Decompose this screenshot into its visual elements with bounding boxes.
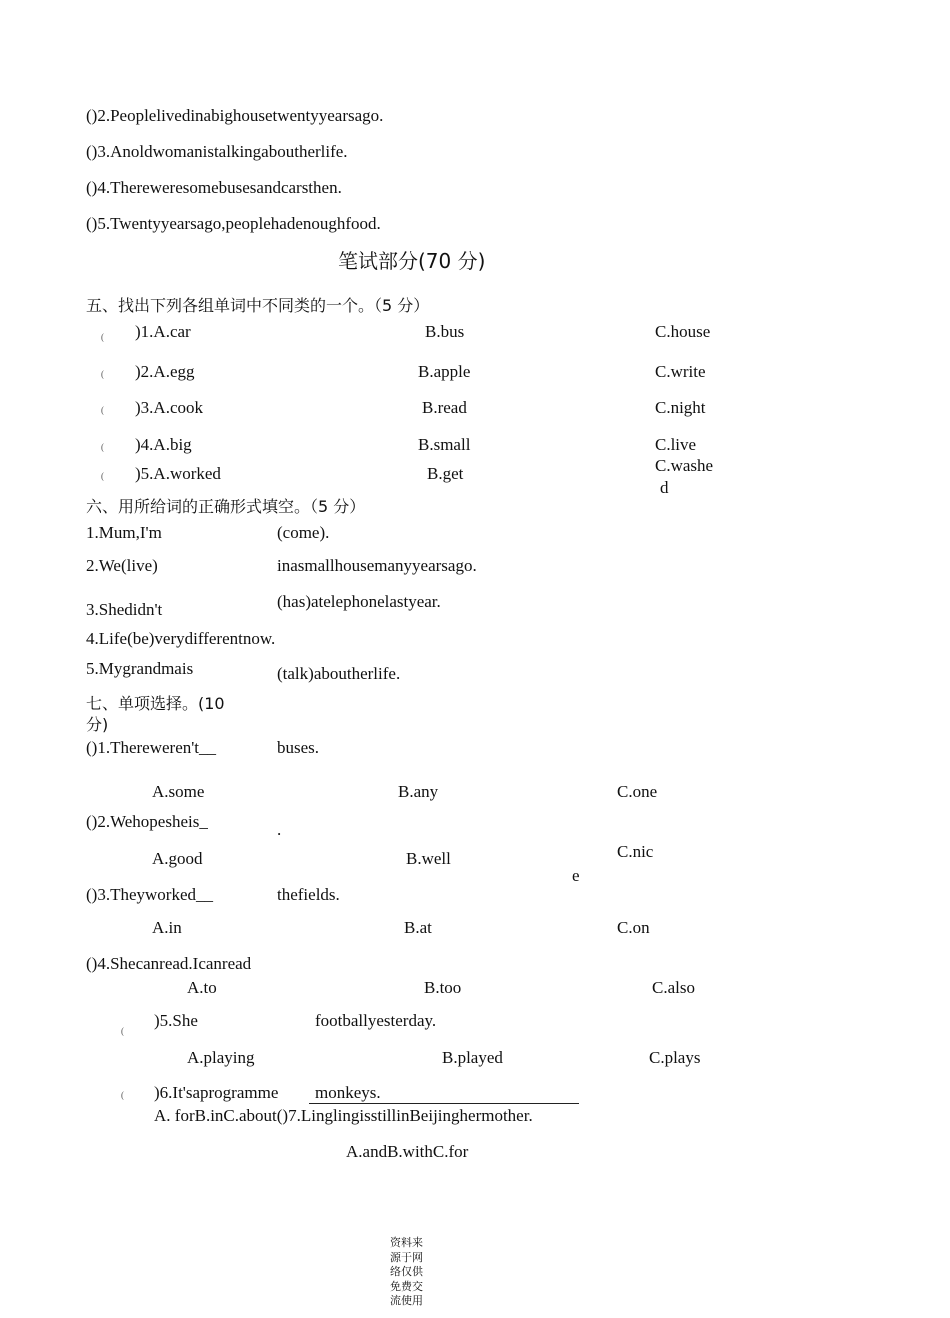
section7-heading: 七、单项选择。(10: [86, 694, 225, 713]
option-a: )4.A.big: [135, 435, 192, 454]
question-6-paren: (: [121, 1090, 124, 1100]
question-3-tail: thefields.: [277, 885, 340, 904]
option-c: C.live: [655, 435, 697, 454]
question-3-option-c: C.on: [617, 918, 650, 937]
question-5-option-c: C.plays: [649, 1048, 701, 1067]
option-a: )3.A.cook: [135, 398, 203, 417]
section7-heading-overflow: 分): [86, 715, 109, 734]
answer-paren: (: [101, 405, 104, 415]
question-5-paren: (: [121, 1026, 124, 1036]
option-c: C.house: [655, 322, 711, 341]
question-4-stem: ()4.Shecanread.Icanread: [86, 954, 252, 973]
fill-item-3-left: 3.Shedidn't: [86, 600, 163, 619]
fill-item-3-right: (has)atelephonelastyear.: [277, 592, 441, 611]
fill-item-1-left: 1.Mum,I'm: [86, 523, 162, 542]
question-2-option-a: A.good: [152, 849, 203, 868]
fill-item-5-left: 5.Mygrandmais: [86, 659, 194, 678]
section5-heading: 五、找出下列各组单词中不同类的一个。（5 分）: [86, 296, 430, 315]
question-2-option-c-overflow: e: [572, 866, 580, 885]
section6-heading: 六、用所给词的正确形式填空。（5 分）: [86, 497, 366, 516]
written-part-title: 笔试部分(70 分): [338, 249, 486, 273]
option-c: C.washe: [655, 456, 714, 475]
answer-paren: (: [101, 442, 104, 452]
question-2-option-b: B.well: [406, 849, 451, 868]
answer-paren: (: [101, 369, 104, 379]
question-5-tail: footballyesterday.: [315, 1011, 437, 1030]
fill-item-5-right: (talk)aboutherlife.: [277, 664, 401, 683]
question-1-tail: buses.: [277, 738, 320, 757]
option-c: C.write: [655, 362, 706, 381]
question-1-option-c: C.one: [617, 782, 658, 801]
option-a: )2.A.egg: [135, 362, 195, 381]
option-b: B.read: [422, 398, 467, 417]
option-b: B.bus: [425, 322, 465, 341]
question-6-stem: )6.It'saprogramme: [154, 1083, 279, 1102]
listening-item-5: ()5.Twentyyearsago,peoplehadenoughfood.: [86, 214, 381, 233]
listening-item-4: ()4.Thereweresomebusesandcarsthen.: [86, 178, 342, 197]
option-b: B.apple: [418, 362, 471, 381]
question-7-options: A.andB.withC.for: [346, 1142, 469, 1161]
question-3-option-b: B.at: [404, 918, 432, 937]
listening-item-2: ()2.Peoplelivedinabighousetwentyyearsago.: [86, 106, 384, 125]
question-5-option-a: A.playing: [187, 1048, 255, 1067]
option-c-overflow: d: [660, 478, 669, 497]
answer-underline: [309, 1103, 579, 1104]
question-2-option-c: C.nic: [617, 842, 654, 861]
answer-paren: (: [101, 332, 104, 342]
question-2-stem: ()2.Wehopesheis_: [86, 812, 208, 831]
question-4-option-c: C.also: [652, 978, 695, 997]
option-a: )1.A.car: [135, 322, 191, 341]
footer-note: 资料来源于网络仅供免费交流使用: [390, 1236, 423, 1307]
fill-item-2-right: inasmallhousemanyyearsago.: [277, 556, 477, 575]
option-b: B.get: [427, 464, 464, 483]
question-1-option-b: B.any: [398, 782, 439, 801]
question-2-tail: .: [277, 820, 282, 839]
question-4-option-b: B.too: [424, 978, 462, 997]
question-4-option-a: A.to: [187, 978, 217, 997]
option-a: )5.A.worked: [135, 464, 221, 483]
fill-item-2-left: 2.We(live): [86, 556, 158, 575]
question-1-stem: ()1.Thereweren't__: [86, 738, 217, 757]
question-5-option-b: B.played: [442, 1048, 503, 1067]
option-b: B.small: [418, 435, 471, 454]
question-1-option-a: A.some: [152, 782, 205, 801]
answer-paren: (: [101, 471, 104, 481]
question-6-options-and-question-7: A. forB.inC.about()7.LinglingisstillinBeijinghermother.: [154, 1106, 533, 1125]
option-c: C.night: [655, 398, 706, 417]
question-3-stem: ()3.Theyworked__: [86, 885, 213, 904]
fill-item-4: 4.Life(be)verydifferentnow.: [86, 629, 276, 648]
listening-item-3: ()3.Anoldwomanistalkingaboutherlife.: [86, 142, 348, 161]
question-3-option-a: A.in: [152, 918, 182, 937]
fill-item-1-right: (come).: [277, 523, 330, 542]
question-5-stem: )5.She: [154, 1011, 198, 1030]
question-6-tail: monkeys.: [315, 1083, 381, 1102]
